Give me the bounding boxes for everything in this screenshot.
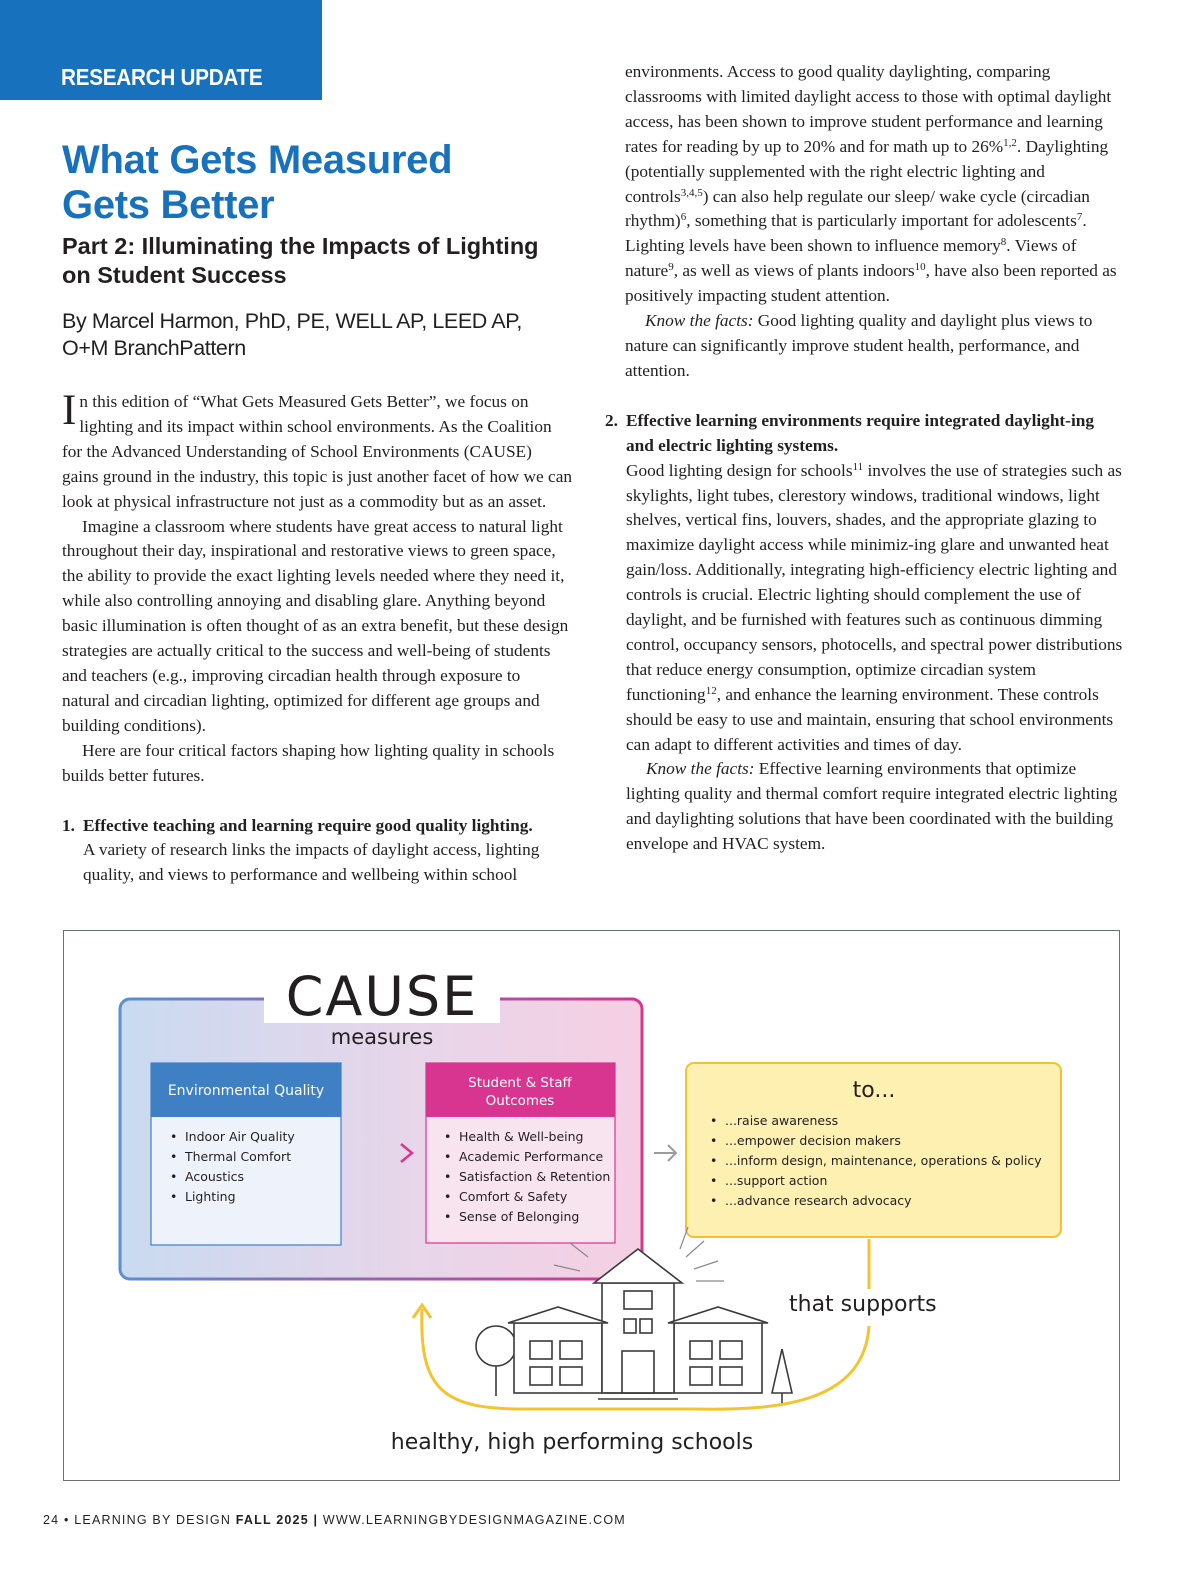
- section-tag-label: RESEARCH UPDATE: [61, 64, 263, 90]
- title-line-1: What Gets Measured: [62, 138, 453, 182]
- know-the-facts-label-2: Know the facts:: [646, 759, 755, 779]
- page-number: 24: [43, 1513, 60, 1527]
- env-item-2: Thermal Comfort: [185, 1149, 292, 1164]
- drop-cap: I: [62, 387, 77, 434]
- env-item-1: Indoor Air Quality: [185, 1129, 295, 1144]
- svg-text:•: •: [444, 1169, 452, 1184]
- svg-text:•: •: [710, 1153, 718, 1168]
- goal-item-3: ...inform design, maintenance, operations & policy: [725, 1153, 1042, 1168]
- article-subtitle: [62, 232, 572, 290]
- byline-line-2: O+M BranchPattern: [62, 336, 246, 360]
- svg-text:•: •: [170, 1129, 178, 1144]
- goal-item-4: ...support action: [725, 1173, 828, 1188]
- issue-label: FALL 2025: [235, 1513, 309, 1527]
- article-title: [62, 138, 572, 228]
- factor-1-number: 1.: [62, 815, 75, 835]
- outcome-item-4: Comfort & Safety: [459, 1189, 568, 1204]
- ref-9: 9: [668, 261, 674, 274]
- ref-1-2: 1,2: [1003, 136, 1017, 149]
- svg-text:•: •: [444, 1129, 452, 1144]
- subtitle-line-2: on Student Success: [62, 262, 287, 288]
- factor-2: [605, 409, 1125, 857]
- factor-2-body: Good lighting design for schools$^{11}$ involves the use of strategies such as skylights, light tubes, clerestory windows, traditional windows, light shelves, vertical fins, louvers, shades, and the appropriate glazing to maximize daylight access while minimiz-ing glare and unwanted heat gain/loss. Additionally, integrating high-efficiency electric lighting and controls is crucial. Electric lighting should complement the use of daylight, and be furnished with features such as continuous dimming control, occupancy sensors, photocells, and spectral power distributions that reduce energy consumption, optimize circadian system functioning$^{12}$, and enhance the learning environment. These controls should be easy to use and maintain, ensuring that school environments can adapt to different activities and times of day.: [626, 460, 1123, 754]
- factor-1-heading: Effective teaching and learning require good quality lighting.: [83, 815, 533, 835]
- right-column: [605, 60, 1125, 857]
- subtitle-line-1: Part 2: Illuminating the Impacts of Lighting: [62, 233, 539, 259]
- ref-10: 10: [914, 261, 926, 274]
- school-wing-left: [514, 1323, 602, 1393]
- left-column: [62, 138, 572, 888]
- outcomes-title-2: Outcomes: [485, 1093, 555, 1109]
- know-the-facts-2: Know the facts: Effective learning environments that optimize lighting quality and thermal comfort require integrated electric lighting and daylighting solutions that have been coordinated with the building envelope and HVAC system.: [626, 759, 1118, 854]
- intro-paragraph-1: [62, 387, 573, 515]
- school-clock: [624, 1291, 652, 1309]
- section-tag: [0, 0, 322, 100]
- goal-item-2: ...empower decision makers: [725, 1133, 901, 1148]
- page-footer: 24 • LEARNING BY DESIGN FALL 2025 | WWW.LEARNINGBYDESIGNMAGAZINE.COM: [43, 1513, 626, 1527]
- environmental-quality-title: Environmental Quality: [167, 1083, 325, 1099]
- outcome-item-3: Satisfaction & Retention: [459, 1169, 611, 1184]
- ref-12: 12: [705, 684, 717, 697]
- svg-text:•: •: [170, 1169, 178, 1184]
- env-item-3: Acoustics: [185, 1169, 245, 1184]
- school-wing-right: [674, 1323, 762, 1393]
- know-the-facts-label: Know the facts:: [645, 311, 754, 331]
- measures-label: measures: [330, 1025, 434, 1049]
- factor-1: [62, 814, 572, 889]
- ref-3-4-5: 3,4,5: [680, 186, 703, 199]
- school-door: [622, 1351, 654, 1393]
- magazine-url[interactable]: WWW.LEARNINGBYDESIGNMAGAZINE.COM: [322, 1513, 626, 1527]
- factor-1-continued: environments. Access to good quality daylighting, comparing classrooms with limited daylight access to those with optimal daylight access, has been shown to improve student performance and learning rates for reading by up to 20% and for math up to 26%$^{1,2}$. Daylighting (potentially supplemented with the right electric lighting and controls$^{3,4,5}$) can also help regulate our sleep/ wake cycle (circadian rhythm)$^6$, something that is particularly important for adolescents$^7$. Lighting levels have been shown to influence memory$^8$. Views of nature$^9$, as well as views of plants indoors$^{10}$, have also been reported as positively impacting student attention.: [625, 62, 1117, 306]
- byline-line-1: By Marcel Harmon, PhD, PE, WELL AP, LEED AP,: [62, 309, 522, 333]
- env-item-4: Lighting: [185, 1189, 236, 1204]
- svg-text:•: •: [444, 1209, 452, 1224]
- factor-1-body: A variety of research links the impacts of daylight access, lighting quality, and views to performance and wellbeing within school: [83, 840, 540, 885]
- svg-text:•: •: [710, 1113, 718, 1128]
- know-the-facts-1: Know the facts: Good lighting quality and daylight plus views to nature can significantly improve student health, performance, and attention.: [625, 311, 1093, 380]
- svg-text:•: •: [710, 1193, 718, 1208]
- tree-left: [476, 1326, 516, 1366]
- intro-paragraph-3: Here are four critical factors shaping how lighting quality in schools builds better futures.: [62, 740, 555, 785]
- cause-diagram-svg: [64, 931, 1119, 1480]
- svg-text:•: •: [170, 1149, 178, 1164]
- cause-diagram: [63, 930, 1120, 1481]
- factor-2-number: 2.: [605, 410, 618, 430]
- intro-paragraph-1-text: n this edition of “What Gets Measured Gets Better”, we focus on lighting and its impact within school environments. As the Coalition for the Advanced Understanding of School Environments (CAUSE) gains ground in the industry, this topic is just another facet of how we can look at physical infrastructure not just as a commodity but as an asset.: [62, 392, 573, 511]
- intro-paragraph-2: Imagine a classroom where students have great access to natural light throughout their day, inspirational and restorative views to green space, the ability to provide the exact lighting levels needed where they need it, while also controlling annoying and disabling glare. Anything beyond basic illumination is often thought of as an extra benefit, but these design strategies are actually critical to the success and well-being of students and teachers (e.g., improving circadian health through exposure to natural and circadian lighting, optimized for different age groups and building conditions).: [62, 516, 569, 735]
- bottom-label: healthy, high performing schools: [390, 1430, 754, 1455]
- outcome-item-2: Academic Performance: [459, 1149, 604, 1164]
- ref-8: 8: [1000, 236, 1007, 249]
- goal-item-5: ...advance research advocacy: [725, 1193, 912, 1208]
- ref-11: 11: [852, 460, 864, 473]
- outcome-item-1: Health & Well-being: [459, 1129, 584, 1144]
- byline: [62, 308, 572, 362]
- ref-7: 7: [1076, 211, 1083, 224]
- svg-text:•: •: [444, 1149, 452, 1164]
- title-line-2: Gets Better: [62, 183, 275, 227]
- outcome-item-5: Sense of Belonging: [459, 1209, 580, 1224]
- magazine-name: LEARNING BY DESIGN: [74, 1513, 236, 1527]
- supports-label: that supports: [789, 1292, 937, 1317]
- cause-logo: CAUSE: [285, 965, 479, 1028]
- tree-right: [772, 1349, 792, 1393]
- ref-6: 6: [680, 211, 687, 224]
- goal-item-1: ...raise awareness: [725, 1113, 839, 1128]
- outcomes-title-1: Student & Staff: [468, 1075, 572, 1091]
- svg-text:•: •: [444, 1189, 452, 1204]
- svg-text:•: •: [710, 1133, 718, 1148]
- goals-title: to...: [852, 1078, 896, 1103]
- svg-text:•: •: [170, 1189, 178, 1204]
- svg-text:•: •: [710, 1173, 718, 1188]
- factor-2-heading: Effective learning environments require integrated daylight-ing and electric lighting systems.: [626, 410, 1094, 455]
